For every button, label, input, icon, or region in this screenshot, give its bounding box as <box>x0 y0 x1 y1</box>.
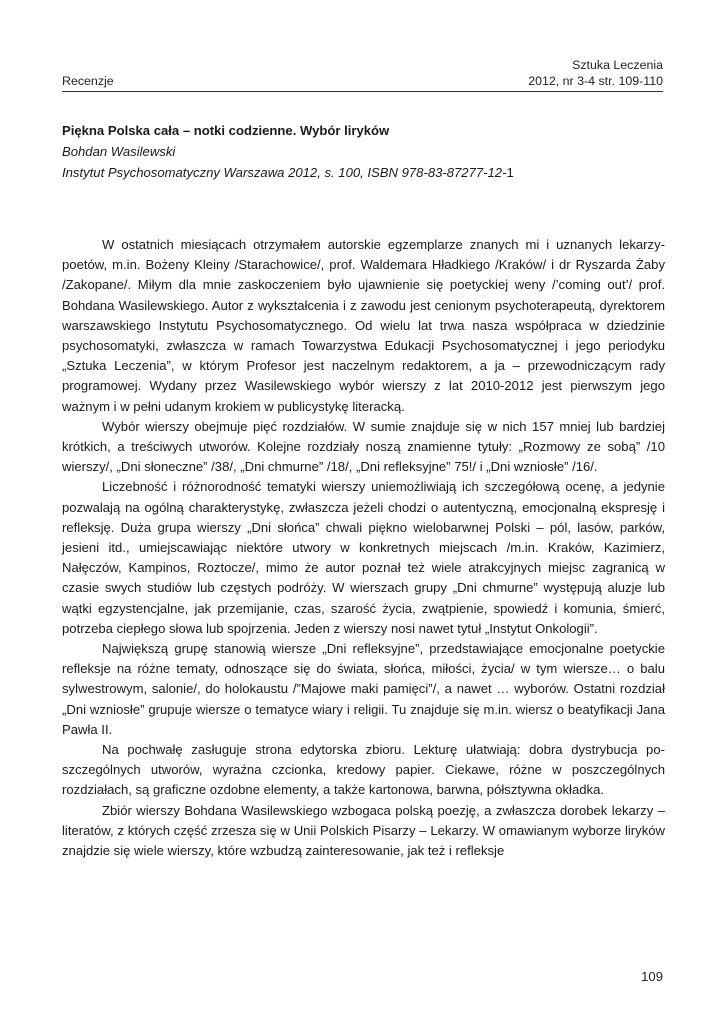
journal-name: Sztuka Leczenia <box>572 58 663 72</box>
paragraph: Zbiór wierszy Bohdana Wasilewskiego wzbogaca polską poezję, a zwłaszcza dorobek lekarzy – literatów, z których część zrzesza się w Unii Polskich Pisarzy – Lekarzy. W omawianym wyborze liryków znajdzie się wiele wierszy, które wzbudzą zainteresowanie, jak też i refleksje <box>62 802 665 859</box>
paragraph: Liczebność i różnorodność tematyki wierszy uniemożliwiają ich szczegółową ocenę, a jedynie pozwalają na ogólną charakterystykę, zwłaszcza jeżeli chodzi o autentyczną, emocjonalną ekspresję i refleksję. Duża grupa wierszy „Dni słońca” chwali piękno wielobarwnej Polski – pól, lasów, parków, jesieni itd., umiejscawiając niektóre utwory w konkretnych miejscach /m.in. Kraków, Kazimierz, Nałęczów, Kampinos, Roztocze/, mimo że autor poznał też wiele atrakcyjnych miejsc zagranicą w czasie swych studiów lub częstych podróży. W wierszach grupy „Dni chmurne” występują aluzje lub wątki egzystencjalne, jak przemijanie, czas, szarość życia, zwątpienie, spowiedź i komunia, śmierć, potrzeba ciepłego słowa lub spojrzenia. Jeden z wierszy nosi nawet tytuł „Instytut Onkologii”. <box>62 479 665 636</box>
review-metadata <box>62 120 665 183</box>
paragraph: Na pochwałę zasługuje strona edytorska zbioru. Lekturę ułatwiają: dobra dystrybucja poszczególnych utworów, wyraźna czcionka, kredowy papier. Ciekawe, różne w poszczególnych rozdziałach, są graficzne ozdobne elementy, a także kartonowa, barwna, półsztywna okładka. <box>62 742 665 798</box>
journal-info <box>528 57 663 89</box>
paragraph: Wybór wierszy obejmuje pięć rozdziałów. W sumie znajduje się w nich 157 mniej lub bardziej krótkich, a treściwych utworów. Kolejne rozdziały noszą znamienne tytuły: „Rozmowy ze sobą” /10 wierszy/, „Dni słoneczne” /38/, „Dni chmurne” /18/, „Dni refleksyjne” 75!/ i „Dni wzniosłe” /16/. <box>62 418 665 475</box>
review-publication: Instytut Psychosomatyczny Warszawa 2012, s. 100, ISBN 978-83-87277-12- <box>62 165 507 180</box>
review-author: Bohdan Wasilewski <box>62 144 176 159</box>
review-title: Piękna Polska cała – notki codzienne. Wybór liryków <box>62 123 390 138</box>
page-number: 109 <box>641 969 663 984</box>
review-publication-line <box>62 162 665 183</box>
section-label: Recenzje <box>62 74 114 88</box>
journal-issue: 2012, nr 3-4 str. 109-110 <box>528 74 663 88</box>
paragraph: W ostatnich miesiącach otrzymałem autorskie egzemplarze znanych mi i uznanych lekarzy-poetów, m.in. Bożeny Kleiny /Starachowice/, prof. Waldemara Hładkiego /Kraków/ i dr Ryszarda Żaby /Zakopane/. Miłym dla mnie zaskoczeniem było ujawnienie się poetyckiej weny /’coming out’/ prof. Bohdana Wasilewskiego. Autor z wykształcenia i z zawodu jest cenionym psychoterapeutą, dyrektorem warszawskiego Instytutu Psychosomatycznego. Od wielu lat trwa nasza współpraca w dziedzinie psychosomatyki, zwłaszcza w ramach Towarzystwa Edukacji Psychosomatycznej i jego periodyku „Sztuka Leczenia”, w którym Profesor jest naczelnym redaktorem, a ja – przewodniczącym rady programowej. Wydany przez Wasilewskiego wybór wierszy z lat 2010-2012 jest pierwszym jego ważnym i w pełni udanym krokiem w publicystykę literacką. <box>62 237 665 414</box>
article-body <box>62 235 665 861</box>
review-publication-tail: 1 <box>506 165 514 180</box>
paragraph: Największą grupę stanowią wiersze „Dni refleksyjne”, przedstawiające emocjonalne poetyckie refleksje na różne tematy, odnoszące się do świata, słońca, miłości, życia/ w tym wiersze… o balu sylwestrowym, salonie/, do holokaustu /”Majowe maki pamięci”/, a nawet … wyborów. Ostatni rozdział „Dni wzniosłe” grupuje wiersze o tematyce wiary i religii. Tu znajduje się m.in. wiersz o beatyfikacji Jana Pawła II. <box>62 641 665 737</box>
header-divider <box>62 91 663 92</box>
